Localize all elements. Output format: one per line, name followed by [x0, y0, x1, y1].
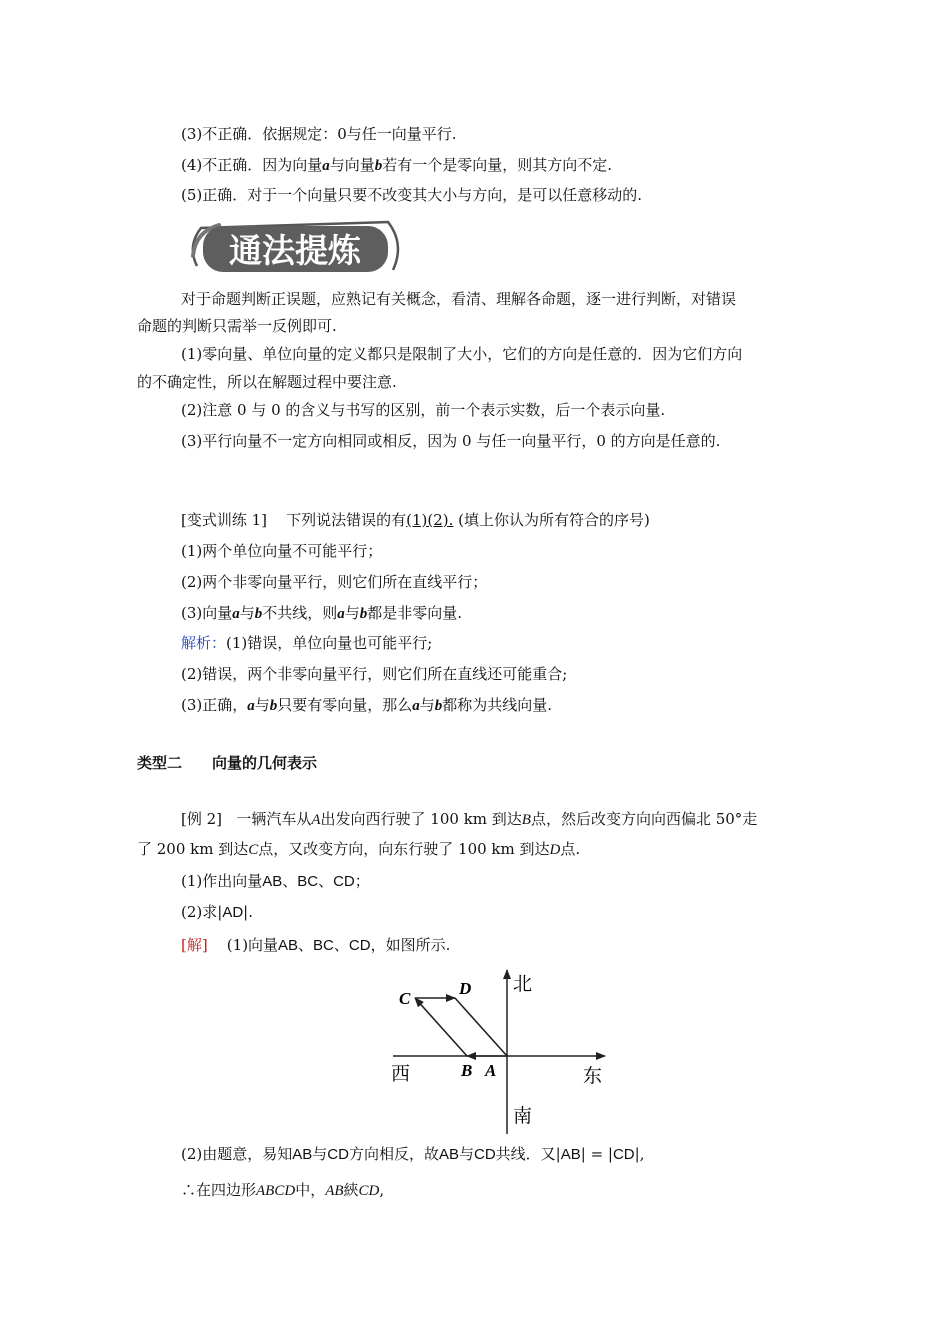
text: ∴在四边形	[181, 1181, 257, 1199]
method-point-2: (2)注意 0 与 0 的含义与书写的区别，前一个表示实数，后一个表示向量.	[181, 401, 666, 419]
text: (3)向量	[181, 604, 233, 622]
method-point-3: (3)平行向量不一定方向相同或相反，因为 0 与任一向量平行，0 的方向是任意的.	[181, 432, 721, 450]
example-line-1	[181, 808, 757, 831]
answer-line-3	[181, 1179, 384, 1202]
exercise-item-1: (1)两个单位向量不可能平行；	[181, 542, 383, 560]
vector-b: b	[359, 606, 368, 622]
text: 綊	[343, 1181, 359, 1199]
answer-line-1	[181, 934, 450, 957]
segment-ad	[455, 998, 507, 1056]
label-d: D	[459, 979, 472, 998]
text: (1)错误，单位向量也可能平行;	[226, 634, 433, 652]
answer-line-2	[181, 1143, 644, 1166]
solution-label: 解析：	[181, 634, 227, 652]
segment-ab: AB	[325, 1183, 344, 1199]
text: 都是非零向量.	[367, 604, 463, 622]
point-c: C	[248, 842, 259, 858]
exercise-item-2: (2)两个非零向量平行，则它们所在直线平行；	[181, 573, 488, 591]
solution-tag: [解]	[181, 936, 208, 954]
point-a: A	[311, 812, 321, 828]
method-point-1: (1)零向量、单位向量的定义都只是限制了大小，它们的方向是任意的．因为它们方向	[181, 345, 743, 363]
text: |.	[243, 903, 253, 921]
example-tag: [例 2]	[181, 810, 223, 828]
text: ；	[354, 872, 370, 890]
west-label: 西	[391, 1063, 411, 1085]
question-1	[181, 870, 370, 893]
vector-ad: AD	[222, 904, 244, 921]
vector-b: b	[269, 698, 278, 714]
exercise-stem	[181, 509, 650, 531]
vector-b: b	[434, 698, 443, 714]
text: (4)不正确．因为向量	[181, 156, 323, 174]
vector-cd: CD	[327, 1146, 349, 1163]
method-point-1-cont: 的不确定性，所以在解题过程中要注意.	[137, 373, 397, 391]
text: 下列说法错误的有	[286, 511, 407, 529]
text: 与	[239, 604, 255, 622]
text: 与向量	[329, 156, 375, 174]
question-2	[181, 901, 253, 924]
exercise-answer: (1)(2).	[406, 511, 454, 529]
text: 方向相反，故	[348, 1145, 439, 1163]
text: (2)求|	[181, 903, 223, 921]
text: 只要有零向量，那么	[277, 696, 413, 714]
vector-cd: CD	[612, 1146, 635, 1163]
text: (1)作出向量	[181, 872, 263, 890]
text: 出发向西行驶了 100 km 到达	[320, 810, 522, 828]
section-label: 类型二	[137, 754, 183, 772]
quadrilateral: ABCD	[256, 1183, 296, 1199]
section-title: 向量的几何表示	[212, 754, 318, 772]
north-label: 北	[513, 973, 533, 995]
vectors: AB、BC、CD	[262, 873, 355, 890]
text: 点.	[560, 840, 581, 858]
text: 与	[254, 696, 270, 714]
text: 点，又改变方向，向东行驶了 100 km 到达	[258, 840, 550, 858]
segment-cd: CD	[358, 1183, 380, 1199]
east-label: 东	[583, 1065, 603, 1087]
vector-a: a	[322, 158, 330, 174]
text: 不共线，则	[262, 604, 338, 622]
vector-b: b	[374, 158, 383, 174]
vector-a: a	[412, 698, 420, 714]
vector-a: a	[247, 698, 255, 714]
text: 与	[344, 604, 360, 622]
vector-ab: AB	[560, 1146, 581, 1163]
text: 共线．又|	[495, 1145, 561, 1163]
vector-ab: AB	[438, 1146, 459, 1163]
text: | = |	[580, 1145, 613, 1163]
method-summary-badge	[183, 216, 409, 280]
proof-item-3: (3)不正确．依据规定：0与任一向量平行.	[181, 125, 457, 143]
text: ，如图所示.	[370, 936, 451, 954]
label-b: B	[461, 1061, 473, 1080]
method-intro-line1: 对于命题判断正误题，应熟记有关概念，看清、理解各命题，逐一进行判断，对错误	[181, 290, 737, 308]
vector-ab: AB	[292, 1146, 313, 1163]
text: 一辆汽车从	[236, 810, 312, 828]
text: |,	[634, 1145, 645, 1163]
solution-line-2: (2)错误，两个非零向量平行，则它们所在直线还可能重合;	[181, 665, 568, 683]
text: (1)向量	[226, 936, 279, 954]
solution-line-1	[181, 632, 432, 654]
label-c: C	[399, 989, 411, 1008]
text: ,	[379, 1181, 385, 1199]
badge-label: 通法提炼	[229, 231, 361, 270]
text: 与	[458, 1145, 474, 1163]
example-line-2	[137, 838, 580, 861]
vector-bc	[415, 998, 467, 1056]
vector-a: a	[232, 606, 240, 622]
text: 了 200 km 到达	[137, 840, 249, 858]
text: 若有一个是零向量，则其方向不定.	[382, 156, 613, 174]
text: 中，	[295, 1181, 326, 1199]
text: 都称为共线向量.	[442, 696, 553, 714]
proof-item-5: (5)正确．对于一个向量只要不改变其大小与方向，是可以任意移动的.	[181, 186, 643, 204]
vector-a: a	[337, 606, 345, 622]
method-intro-line2: 命题的判断只需举一反例即可.	[137, 317, 337, 335]
section-heading	[137, 752, 317, 773]
exercise-tag: [变式训练 1]	[181, 511, 268, 529]
solution-line-3	[181, 694, 552, 717]
text: (3)正确，	[181, 696, 248, 714]
point-d: D	[549, 842, 561, 858]
label-a: A	[485, 1061, 497, 1080]
text: 点，然后改变方向向西偏北 50°走	[530, 810, 758, 828]
point-b: B	[521, 812, 531, 828]
vector-cd: CD	[474, 1146, 496, 1163]
proof-item-4	[181, 154, 612, 177]
south-label: 南	[513, 1105, 533, 1127]
vector-diagram	[385, 966, 615, 1134]
text: 与	[419, 696, 435, 714]
vector-b: b	[254, 606, 263, 622]
text: (2)由题意，易知	[181, 1145, 293, 1163]
vectors: AB、BC、CD	[278, 937, 371, 954]
text: (填上你认为所有符合的序号)	[458, 511, 650, 529]
text: 与	[312, 1145, 328, 1163]
exercise-item-3	[181, 602, 462, 625]
